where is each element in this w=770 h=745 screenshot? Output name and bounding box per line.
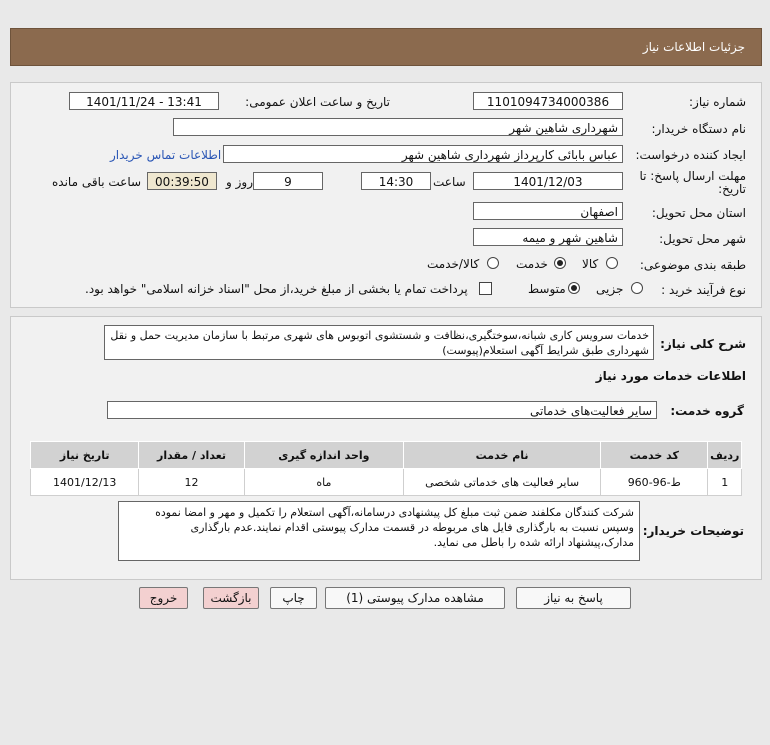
buyer-notes-label: توضیحات خریدار: xyxy=(642,524,744,538)
city-field: شاهین شهر و میمه xyxy=(473,228,623,246)
cell-service-name: سایر فعالیت های خدماتی شخصی xyxy=(404,469,601,496)
cell-unit: ماه xyxy=(244,469,403,496)
services-table xyxy=(30,441,742,496)
remaining-time-field: 00:39:50 xyxy=(147,172,217,190)
city-label: شهر محل تحویل: xyxy=(659,232,746,246)
category-radio-service[interactable] xyxy=(554,257,566,269)
col-header-need-date: تاریخ نیاز xyxy=(31,442,139,469)
cell-row-number: 1 xyxy=(708,469,742,496)
process-radio-medium[interactable] xyxy=(568,282,580,294)
col-header-quantity: تعداد / مقدار xyxy=(139,442,244,469)
deadline-label-line2: تاریخ: xyxy=(718,182,746,196)
province-label: استان محل تحویل: xyxy=(651,206,746,220)
buyer-notes-textarea: شرکت کنندگان مکلفند ضمن ثبت مبلغ کل پیشنهادی درسامانه،آگهی استعلام را تکمیل و مهر و امضا نموده وسپس نسبت به بارگذاری فایل های مربوطه در قسمت مدارک پیوستی اقدام نمایند.عدم بارگذاری مدارک،پیشنهاد ارائه شده را باطل می نماید. xyxy=(118,501,640,561)
page-header xyxy=(10,28,762,66)
buyer-field: شهرداری شاهین شهر xyxy=(173,118,623,136)
process-option-medium: متوسط xyxy=(528,282,566,296)
cell-quantity: 12 xyxy=(139,469,244,496)
table-row xyxy=(31,469,742,496)
col-header-unit: واحد اندازه گیری xyxy=(244,442,403,469)
table-header-row xyxy=(31,442,742,469)
treasury-checkbox[interactable] xyxy=(479,282,492,295)
deadline-label-line1: مهلت ارسال پاسخ: تا xyxy=(639,169,746,183)
category-option-goods-service: کالا/خدمت xyxy=(427,257,480,271)
cell-need-date: 1401/12/13 xyxy=(31,469,139,496)
col-header-service-name: نام خدمت xyxy=(404,442,601,469)
province-field: اصفهان xyxy=(473,202,623,220)
announce-date-field: 1401/11/24 - 13:41 xyxy=(69,92,219,110)
need-number-field: 1101094734000386 xyxy=(473,92,623,110)
process-label: نوع فرآیند خرید : xyxy=(661,283,746,297)
cell-service-code: ط-96-960 xyxy=(601,469,708,496)
category-radio-goods[interactable] xyxy=(606,257,618,269)
need-number-label: شماره نیاز: xyxy=(689,95,746,109)
services-heading: اطلاعات خدمات مورد نیاز xyxy=(595,369,746,383)
service-group-field: سایر فعالیت‌های خدماتی xyxy=(107,401,657,419)
summary-textarea: خدمات سرویس کاری شبانه،سوختگیری،نظافت و شستشوی اتوبوس های شهری مرتبط با سازمان مدیریت حمل و نقل شهرداری طبق شرایط آگهی استعلام(پیوست) xyxy=(104,325,654,360)
exit-button[interactable]: خروج xyxy=(139,587,188,609)
category-option-service: خدمت xyxy=(516,257,548,271)
page-title: جزئیات اطلاعات نیاز xyxy=(642,40,745,54)
view-attachments-button[interactable]: مشاهده مدارک پیوستی (1) xyxy=(325,587,505,609)
category-radio-goods-service[interactable] xyxy=(487,257,499,269)
creator-field: عباس بابائی کارپرداز شهرداری شاهین شهر xyxy=(223,145,623,163)
need-info-panel xyxy=(10,82,762,308)
buyer-contact-link[interactable]: اطلاعات تماس خریدار xyxy=(110,148,222,162)
reply-button[interactable]: پاسخ به نیاز xyxy=(516,587,631,609)
creator-label: ایجاد کننده درخواست: xyxy=(635,148,746,162)
buyer-label: نام دستگاه خریدار: xyxy=(651,122,746,136)
deadline-time-label: ساعت xyxy=(433,175,466,189)
days-label: روز و xyxy=(226,175,253,189)
back-button[interactable]: بازگشت xyxy=(203,587,259,609)
col-header-row-number: ردیف xyxy=(708,442,742,469)
days-field: 9 xyxy=(253,172,323,190)
process-radio-minor[interactable] xyxy=(631,282,643,294)
print-button[interactable]: چاپ xyxy=(270,587,317,609)
service-group-label: گروه خدمت: xyxy=(670,404,744,418)
process-option-minor: جزیی xyxy=(596,282,624,296)
category-option-goods: کالا xyxy=(582,257,599,271)
announce-label: تاریخ و ساعت اعلان عمومی: xyxy=(245,95,390,109)
treasury-payment-text: پرداخت تمام یا بخشی از مبلغ خرید،از محل "اسناد خزانه اسلامی" خواهد بود. xyxy=(85,282,468,296)
remaining-label: ساعت باقی مانده xyxy=(52,175,142,189)
deadline-time-field: 14:30 xyxy=(361,172,431,190)
summary-label: شرح کلی نیاز: xyxy=(660,337,746,351)
category-label: طبقه بندی موضوعی: xyxy=(639,258,746,272)
deadline-date-field: 1401/12/03 xyxy=(473,172,623,190)
col-header-service-code: کد خدمت xyxy=(601,442,708,469)
